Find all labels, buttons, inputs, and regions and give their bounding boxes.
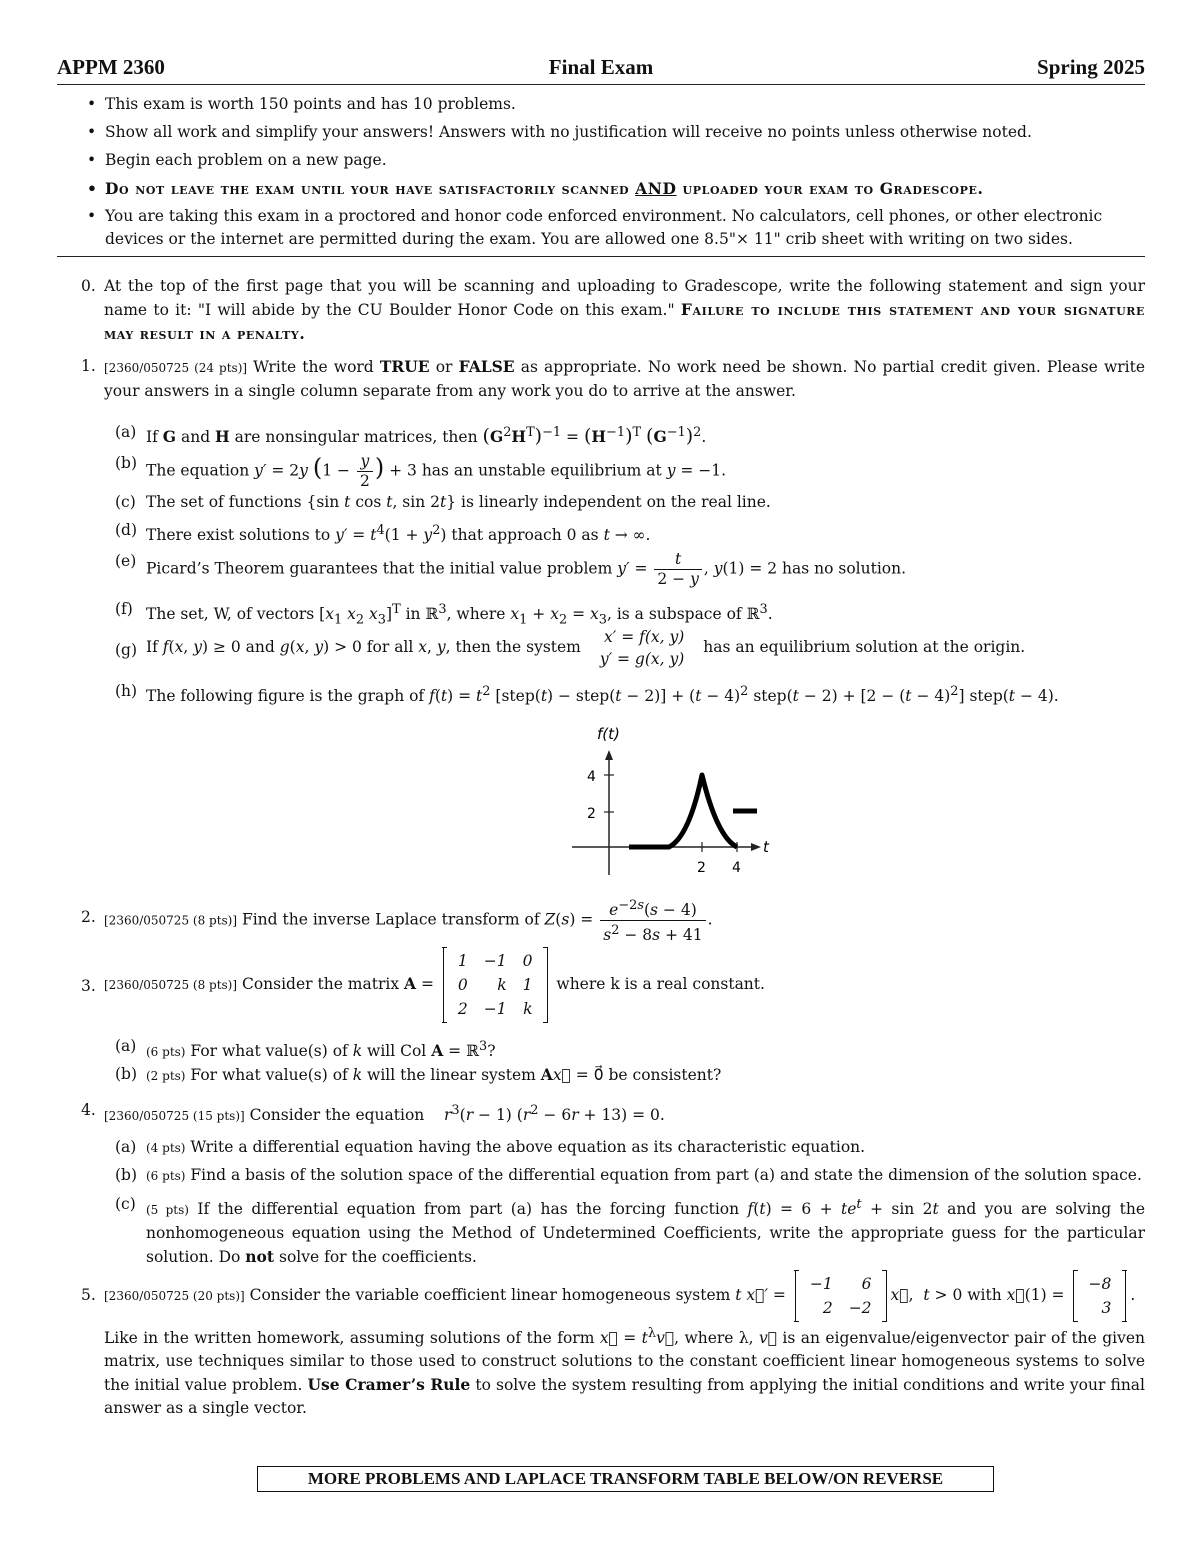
problem-1e: (e) Picard’s Theorem guarantees that the initial value problem y′ = $\frac{t}{2 - y}$ , y(1) = 2 has no solution. xyxy=(115,550,907,588)
header-rule xyxy=(57,84,1145,85)
matrix-A: 1 −1 0 0 k 1 2 −1 k xyxy=(443,947,548,1023)
problem-3b: (b) (2 pts) For what value(s) of k will the linear system Ax⃗ = 0⃗ be consistent? xyxy=(115,1065,722,1084)
problem-2: 2. [2360/050725 (8 pts)] Find the inverse Laplace transform of Z(s) = $\frac{e^{-2s}(s - 4)}{s^2 - 8s + 41}$ . xyxy=(81,898,713,945)
problem-3a: (a) (6 pts) For what value(s) of k will Col A = ℝ$^3$? xyxy=(115,1037,496,1061)
function-graph-svg xyxy=(567,715,787,880)
problem-1h: (h) The following figure is the graph of $f(t) = t^2$ [step(t) − step(t − $2)] + (t - 4)^2$ step(t − $2) + [2 - (t - 4)^2]$ step(t − 4). xyxy=(115,682,1059,706)
instructions-list xyxy=(87,93,1145,256)
reverse-notice: MORE PROBLEMS AND LAPLACE TRANSFORM TABLE BELOW/ON REVERSE xyxy=(257,1466,994,1492)
problem-1b: (b) The equation y′ = 2y (1 − $\frac{y}{2}$ ) + 3 has an unstable equilibrium at y = −1. xyxy=(115,452,727,490)
problem-4c: (c) (5 pts) If the differential equation from part (a) has the forcing function $f(t) = 6 + te^t + \sin 2t$ and you are solving the nonhomogeneous equation using the Method of Undetermined Coefficients, write the appropriate guess for the particular solution. Do not solve for the coefficients. xyxy=(115,1195,1146,1267)
problem-1a: (a) If G and H are nonsingular matrices, then $(G^2H^T)^{-1} = (H^{-1})^T$ $(G^{-1})^2$. xyxy=(115,423,707,448)
instruction-item-warning: • Do not leave the exam until your have satisfactorily scanned AND uploaded your exam to Gradescope. xyxy=(87,177,1145,200)
problem-5: 5. [2360/050725 (20 pts)] Consider the variable coefficient linear homogeneous system t x⃗′ = −1 6 2 −2 x⃗, t > 0 with x⃗(1) = −8 3 . Like in the written homework, assuming solutions of the form x⃗ = $t^\lambda v⃗$, where λ, v⃗ is an eigenvalue/eigenvector pair of the given matrix, use techniques similar to those used to construct solutions to the constant coefficient linear homogeneous systems to solve the initial value problem. Use Cramer’s Rule to solve the system resulting from applying the initial conditions and write your final answer as a single vector. xyxy=(57,1270,1145,1420)
problem-4b: (b) (6 pts) Find a basis of the solution space of the differential equation from part (a) and state the dimension of the solution space. xyxy=(115,1166,1142,1184)
problem-1c: (c) The set of functions {sin t cos t, sin 2t} is linearly independent on the real line. xyxy=(115,493,771,511)
instructions-rule xyxy=(57,256,1145,257)
instruction-item: • Show all work and simplify your answers! Answers with no justification will receive no points unless otherwise noted. xyxy=(87,121,1145,144)
function-graph xyxy=(567,715,787,884)
y-axis-arrow xyxy=(605,750,613,760)
problem-1f: (f) The set, W, of vectors [$x_1$ $x_2$ $x_3]^T$ in ℝ$^3$, where $x_1 + x_2 = x_3$, is a subspace of ℝ$^3$. xyxy=(115,600,773,628)
x-tick-4: 4 xyxy=(732,860,741,876)
problem-0-text: At the top of the first page that you will be scanning and uploading to Gradescope, write the following statement and sign your name to it: "I will abide by the CU Boulder Honor Code on this exam." xyxy=(104,277,1145,319)
problem-0-warning: Failure to include this statement and your signature may result in a penalty. xyxy=(104,300,1146,343)
exam-term: Spring 2025 xyxy=(1037,55,1145,79)
y-tick-2: 2 xyxy=(587,806,596,822)
problem-4: 4. [2360/050725 (15 pts)] Consider the equation $r^3(r - 1) (r^2 - 6r + 13) = 0$. xyxy=(81,1101,665,1125)
problem-1g: (g) If f(x, y) ≥ 0 and g(x, y) > 0 for all x, y, then the system x′ = f(x, y) y′ = g(x, y) has an equilibrium solution at the origin. xyxy=(115,628,1026,668)
problem-1: 1. [2360/050725 (24 pts)] Write the word TRUE or FALSE as appropriate. No work need be shown. No partial credit given. Please write your answers in a single column separate from any work you do to arrive at the answer. xyxy=(81,357,1146,400)
page-header xyxy=(57,55,1145,81)
graph-ylabel: f(t) xyxy=(597,725,620,743)
problem-3: 3. [2360/050725 (8 pts)] Consider the matrix A = 1 −1 0 0 k 1 2 −1 k where k is a real constant. xyxy=(57,947,1145,1023)
problem-0: 0. At the top of the first page that you will be scanning and uploading to Gradescope, write the following statement and sign your name to it: "I will abide by the CU Boulder Honor Code on this exam." Failure to include this statement and your signature may result in a penalty. xyxy=(81,277,1146,343)
graph-xlabel: t xyxy=(763,838,769,856)
instruction-item: • You are taking this exam in a proctored and honor code enforced environment. No calculators, cell phones, or other electronic devices or the internet are permitted during the exam. You are allowed one 8.5"× 11" crib sheet with writing on two sides. xyxy=(87,205,1145,251)
course-code: APPM 2360 xyxy=(57,55,165,79)
instruction-item: • Begin each problem on a new page. xyxy=(87,149,1145,172)
y-tick-4: 4 xyxy=(587,769,596,785)
x-tick-2: 2 xyxy=(697,860,706,876)
problem-4a: (a) (4 pts) Write a differential equation having the above equation as its characteristic equation. xyxy=(115,1138,866,1156)
graph-curve xyxy=(629,775,737,847)
problem-1-points: [2360/050725 (24 pts)] xyxy=(104,361,248,375)
coefficient-matrix: −1 6 2 −2 xyxy=(795,1270,887,1322)
initial-vector: −8 3 xyxy=(1073,1270,1126,1322)
problem-1d: (d) There exist solutions to $y' = t^4(1 + y^2)$ that approach 0 as t → ∞. xyxy=(115,521,651,545)
exam-title: Final Exam xyxy=(548,55,654,79)
x-axis-arrow xyxy=(751,843,761,851)
instruction-item: • This exam is worth 150 points and has 10 problems. xyxy=(87,93,1145,116)
